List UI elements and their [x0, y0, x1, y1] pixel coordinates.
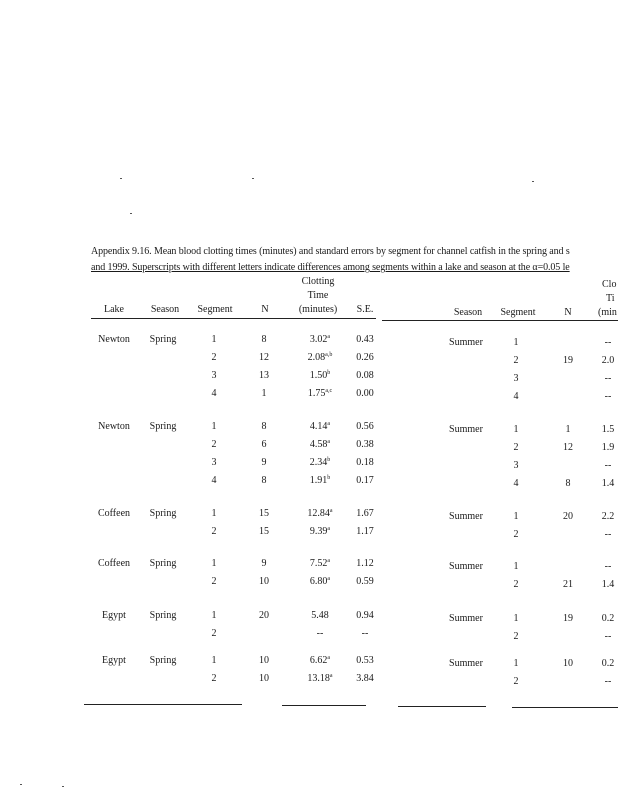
- header-n-right: N: [564, 307, 572, 318]
- se-cell: 1.67: [356, 508, 374, 519]
- significance-superscript: a,b: [325, 352, 333, 358]
- segment-cell: 1: [211, 655, 217, 666]
- season-right-cell: Summer: [449, 561, 483, 572]
- n-right-cell: 19: [563, 613, 573, 624]
- clotting-time-cell: [310, 576, 330, 587]
- se-cell: 0.26: [356, 352, 374, 363]
- header-clotting-right-1: Clo: [602, 279, 617, 290]
- season-right-cell: Summer: [449, 337, 483, 348]
- segment-right-cell: 1: [513, 424, 519, 435]
- clotting-time-value: 4.58: [309, 439, 328, 450]
- clotting-time-value: 6.80: [309, 576, 328, 587]
- segment-right-cell: 3: [513, 373, 519, 384]
- n-right-cell: 12: [563, 442, 573, 453]
- clotting-time-value: 3.02: [309, 334, 328, 345]
- clotting-time-right-cell: 1.5: [601, 424, 615, 435]
- n-cell: 8: [261, 334, 267, 345]
- bottom-rule-1: [84, 704, 242, 705]
- lake-cell: Newton: [98, 421, 130, 432]
- scan-speck: [20, 784, 22, 785]
- segment-right-cell: 2: [513, 529, 519, 540]
- lake-cell: Egypt: [102, 610, 126, 621]
- segment-right-cell: 1: [513, 658, 519, 669]
- segment-right-cell: 2: [513, 631, 519, 642]
- n-right-cell: 20: [563, 511, 573, 522]
- segment-cell: 2: [211, 526, 217, 537]
- clotting-time-value: 9.39: [309, 526, 328, 537]
- lake-cell: Newton: [98, 334, 130, 345]
- clotting-time-cell: [308, 388, 332, 399]
- clotting-time-value: --: [316, 628, 324, 639]
- segment-cell: 2: [211, 576, 217, 587]
- significance-superscript: b: [327, 475, 331, 481]
- significance-superscript: a: [329, 673, 333, 679]
- clotting-time-cell: [308, 352, 333, 363]
- n-cell: 8: [261, 421, 267, 432]
- n-cell: 10: [259, 576, 269, 587]
- clotting-time-right-cell: --: [604, 561, 612, 572]
- significance-superscript: a: [327, 576, 331, 582]
- segment-right-cell: 2: [513, 355, 519, 366]
- se-cell: 0.17: [356, 475, 374, 486]
- caption-line-1: Appendix 9.16. Mean blood clotting times (minutes) and standard errors by segment for channel catfish in the spring and s: [91, 246, 570, 257]
- clotting-time-right-cell: --: [604, 529, 612, 540]
- lake-cell: Coffeen: [97, 558, 131, 569]
- clotting-time-right-cell: 2.0: [601, 355, 615, 366]
- clotting-time-right-cell: --: [604, 337, 612, 348]
- segment-right-cell: 1: [513, 561, 519, 572]
- clotting-time-value: 7.52: [309, 558, 328, 569]
- clotting-time-cell: [310, 439, 330, 450]
- se-cell: 0.56: [356, 421, 374, 432]
- clotting-time-cell: [310, 370, 331, 381]
- clotting-time-right-cell: 1.9: [601, 442, 615, 453]
- significance-superscript: a: [327, 655, 331, 661]
- clotting-time-right-cell: --: [604, 631, 612, 642]
- n-cell: 12: [259, 352, 269, 363]
- clotting-time-value: 6.62: [309, 655, 328, 666]
- n-cell: 6: [261, 439, 267, 450]
- clotting-time-cell: [310, 457, 331, 468]
- clotting-time-value: 13.18: [307, 673, 330, 684]
- header-rule-left: [91, 318, 376, 319]
- clotting-time-cell: [310, 655, 330, 666]
- significance-superscript: a: [329, 508, 333, 514]
- clotting-time-cell: [310, 475, 331, 486]
- se-cell: 0.94: [356, 610, 374, 621]
- n-cell: 10: [259, 673, 269, 684]
- n-right-cell: 19: [563, 355, 573, 366]
- bottom-rule-2: [282, 705, 366, 706]
- scan-speck: [532, 181, 534, 182]
- se-cell: 1.17: [356, 526, 374, 537]
- clotting-time-cell: [310, 558, 330, 569]
- significance-superscript: a: [327, 526, 331, 532]
- segment-cell: 2: [211, 439, 217, 450]
- season-cell: Spring: [149, 655, 177, 666]
- scan-speck: [62, 786, 64, 787]
- clotting-time-right-cell: --: [604, 391, 612, 402]
- header-se: S.E.: [356, 304, 374, 315]
- clotting-time-value: 1.75: [307, 388, 326, 399]
- header-clotting-2: Time: [307, 290, 329, 301]
- significance-superscript: a: [327, 558, 331, 564]
- segment-cell: 2: [211, 352, 217, 363]
- clotting-time-right-cell: --: [604, 676, 612, 687]
- clotting-time-value: 4.14: [309, 421, 328, 432]
- scan-speck: [120, 178, 122, 179]
- season-right-cell: Summer: [449, 511, 483, 522]
- n-cell: 9: [261, 457, 267, 468]
- clotting-time-cell: [307, 673, 332, 684]
- lake-cell: Coffeen: [97, 508, 131, 519]
- segment-cell: 3: [211, 370, 217, 381]
- scan-speck: [252, 178, 254, 179]
- segment-right-cell: 3: [513, 460, 519, 471]
- segment-cell: 2: [211, 628, 217, 639]
- n-cell: 10: [259, 655, 269, 666]
- n-cell: 15: [259, 526, 269, 537]
- season-cell: Spring: [149, 558, 177, 569]
- clotting-time-cell: [310, 421, 330, 432]
- header-rule-right: [382, 320, 618, 321]
- season-right-cell: Summer: [449, 424, 483, 435]
- segment-right-cell: 1: [513, 511, 519, 522]
- segment-cell: 1: [211, 334, 217, 345]
- clotting-time-cell: [317, 628, 324, 639]
- se-cell: 3.84: [356, 673, 374, 684]
- n-right-cell: 21: [563, 579, 573, 590]
- n-cell: 20: [259, 610, 269, 621]
- se-cell: --: [361, 628, 369, 639]
- clotting-time-cell: [310, 526, 330, 537]
- clotting-time-right-cell: 0.2: [601, 658, 615, 669]
- season-cell: Spring: [149, 421, 177, 432]
- se-cell: 0.59: [356, 576, 374, 587]
- segment-right-cell: 1: [513, 337, 519, 348]
- clotting-time-value: 2.34: [309, 457, 328, 468]
- se-cell: 0.00: [356, 388, 374, 399]
- se-cell: 0.18: [356, 457, 374, 468]
- bottom-rule-3: [398, 706, 486, 707]
- lake-cell: Egypt: [102, 655, 126, 666]
- clotting-time-cell: [310, 334, 330, 345]
- season-right-cell: Summer: [449, 613, 483, 624]
- se-cell: 0.08: [356, 370, 374, 381]
- clotting-time-right-cell: 1.4: [601, 579, 615, 590]
- header-segment-right: Segment: [500, 307, 536, 318]
- clotting-time-right-cell: --: [604, 460, 612, 471]
- n-right-cell: 10: [563, 658, 573, 669]
- season-cell: Spring: [149, 508, 177, 519]
- scan-speck: [130, 213, 132, 214]
- segment-cell: 4: [211, 388, 217, 399]
- clotting-time-value: 1.50: [309, 370, 328, 381]
- n-cell: 1: [261, 388, 267, 399]
- segment-cell: 1: [211, 508, 217, 519]
- segment-cell: 1: [211, 421, 217, 432]
- clotting-time-value: 1.91: [309, 475, 328, 486]
- significance-superscript: a,c: [325, 388, 333, 394]
- n-cell: 9: [261, 558, 267, 569]
- header-clotting-1: Clotting: [301, 276, 335, 287]
- header-clotting-3: (minutes): [298, 304, 338, 315]
- significance-superscript: a: [327, 439, 331, 445]
- segment-cell: 1: [211, 558, 217, 569]
- se-cell: 1.12: [356, 558, 374, 569]
- n-cell: 15: [259, 508, 269, 519]
- se-cell: 0.43: [356, 334, 374, 345]
- significance-superscript: b: [327, 457, 331, 463]
- segment-right-cell: 2: [513, 579, 519, 590]
- season-cell: Spring: [149, 334, 177, 345]
- header-season: Season: [150, 304, 180, 315]
- clotting-time-right-cell: 0.2: [601, 613, 615, 624]
- season-cell: Spring: [149, 610, 177, 621]
- segment-cell: 4: [211, 475, 217, 486]
- clotting-time-right-cell: --: [604, 373, 612, 384]
- segment-right-cell: 4: [513, 478, 519, 489]
- segment-right-cell: 4: [513, 391, 519, 402]
- significance-superscript: a: [327, 334, 331, 340]
- clotting-time-right-cell: 2.2: [601, 511, 615, 522]
- segment-right-cell: 2: [513, 676, 519, 687]
- n-right-cell: 1: [565, 424, 571, 435]
- n-right-cell: 8: [565, 478, 571, 489]
- clotting-time-value: 5.48: [311, 610, 329, 621]
- season-right-cell: Summer: [449, 658, 483, 669]
- header-clotting-right-2: Ti: [606, 293, 615, 304]
- segment-cell: 3: [211, 457, 217, 468]
- header-season-right: Season: [453, 307, 483, 318]
- segment-right-cell: 2: [513, 442, 519, 453]
- clotting-time-value: 2.08: [307, 352, 326, 363]
- se-cell: 0.38: [356, 439, 374, 450]
- header-clotting-right-3: (min: [598, 307, 617, 318]
- segment-cell: 2: [211, 673, 217, 684]
- significance-superscript: b: [327, 370, 331, 376]
- significance-superscript: a: [327, 421, 331, 427]
- bottom-rule-4: [512, 707, 618, 708]
- header-segment: Segment: [197, 304, 233, 315]
- n-cell: 13: [259, 370, 269, 381]
- n-cell: 8: [261, 475, 267, 486]
- clotting-time-cell: [311, 610, 329, 621]
- caption-line-2: and 1999. Superscripts with different letters indicate differences among segments within a lake and season at the α=0.05 le: [91, 262, 570, 273]
- se-cell: 0.53: [356, 655, 374, 666]
- segment-right-cell: 1: [513, 613, 519, 624]
- header-n: N: [261, 304, 269, 315]
- clotting-time-cell: [307, 508, 332, 519]
- clotting-time-value: 12.84: [307, 508, 330, 519]
- clotting-time-right-cell: 1.4: [601, 478, 615, 489]
- segment-cell: 1: [211, 610, 217, 621]
- header-lake: Lake: [104, 304, 124, 315]
